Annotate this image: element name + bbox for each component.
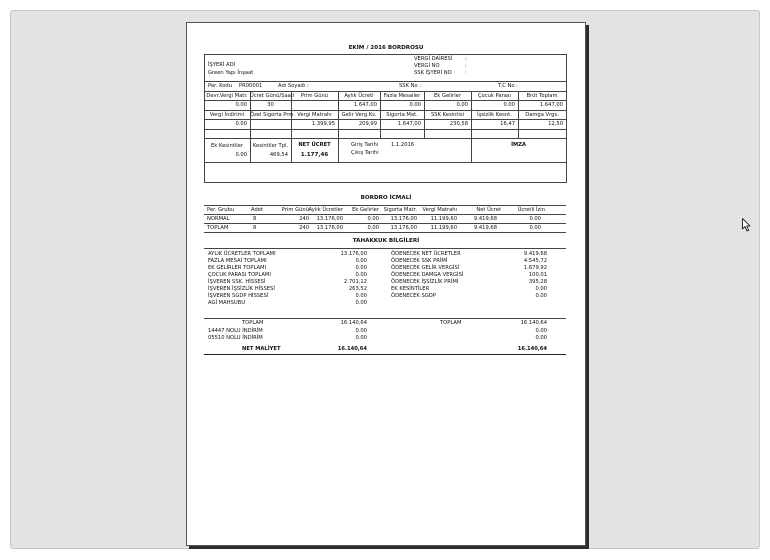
- tahakkuk-left-label: İŞVEREN SSK. HİSSESİ: [208, 279, 266, 285]
- tahakkuk-right-label: ÖDENECEK GELİR VERGİSİ: [391, 265, 460, 271]
- row1-header: Ücret Günü/Saati: [250, 93, 295, 99]
- row2-value: 0.00: [235, 121, 247, 127]
- icmal-cell: 11.199,60: [430, 216, 457, 222]
- icmal-header: Sigorta Matr.: [383, 207, 417, 213]
- row1-header: Prim Günü: [300, 93, 329, 99]
- icmal-cell: TOPLAM: [207, 225, 229, 231]
- tax-no-label: VERGİ NO: [414, 63, 440, 69]
- row2-header: Sigorta Mat.: [386, 112, 418, 118]
- icmal-cell: 13.176,00: [390, 216, 417, 222]
- tahakkuk-left-label: EK GELİRLER TOPLAMI: [208, 265, 267, 271]
- tahakkuk-left-label: AYLIK ÜCRETLER TOPLAMI: [208, 251, 276, 257]
- icmal-title: BORDRO İCMALİ: [360, 195, 412, 201]
- row2-value: 1.399,95: [311, 121, 335, 127]
- tahakkuk-right-label: EK KESİNTİLER: [391, 286, 430, 292]
- row2-header: Gelir Verg.Ks.: [341, 112, 377, 118]
- row2-value: 230,58: [449, 121, 468, 127]
- row1-header: Fazla Mesailer: [383, 93, 421, 99]
- net-maliyet-left: 16.140,64: [337, 346, 367, 352]
- tahakkuk-right-value: 9.419,68: [523, 251, 547, 257]
- indirim-05510-right: 0.00: [535, 335, 547, 341]
- person-name-label: Adı Soyadı :: [278, 83, 309, 89]
- icmal-cell: NORMAL: [207, 216, 230, 222]
- tahakkuk-left-value: 2.701,12: [343, 279, 367, 285]
- indirim-14447-right: 0.00: [535, 328, 547, 334]
- icmal-cell: 0.00: [529, 225, 541, 231]
- tahakkuk-right-value: 4.545,72: [523, 258, 547, 264]
- imza-label: İMZA: [511, 142, 526, 148]
- page-title: EKİM / 2016 BORDROSU: [348, 45, 424, 51]
- row1-value: 1.647,00: [539, 102, 563, 108]
- row1-value: 0.00: [235, 102, 247, 108]
- row2-header: Özel Sigorta Prm.: [250, 112, 296, 118]
- employer-label: İŞYERİ ADI: [208, 62, 236, 68]
- indirim-05510-value: 0.00: [355, 335, 367, 341]
- tahakkuk-right-label: ÖDENECEK DAMGA VERGİSİ: [391, 272, 464, 278]
- tahakkuk-left-value: 0.00: [355, 300, 367, 306]
- icmal-header: Ek Gelirler: [352, 207, 379, 213]
- toplam-right-value: 16.140,64: [520, 320, 547, 326]
- toplam-left-label: TOPLAM: [242, 320, 264, 326]
- icmal-header: Adet: [251, 207, 263, 213]
- net-maliyet-label: NET MALİYET: [242, 346, 281, 352]
- tahakkuk-left-label: AGİ MAHSUBU: [208, 300, 246, 306]
- icmal-cell: 9.419,68: [473, 225, 497, 231]
- toplam-right-label: TOPLAM: [440, 320, 462, 326]
- tahakkuk-right-label: ÖDENECEK NET ÜCRETLER: [391, 251, 461, 257]
- tahakkuk-right-value: 1.679,92: [523, 265, 547, 271]
- tahakkuk-left-value: 0.00: [355, 265, 367, 271]
- ssk-label: SSK No :: [399, 83, 422, 89]
- row2-header: SSK Kesintisi: [430, 112, 465, 118]
- row2-value: 1.647,00: [397, 121, 421, 127]
- payroll-page: [186, 22, 586, 546]
- icmal-header: Net Ücret: [476, 207, 501, 213]
- row1-header: Çocuk Parası: [477, 93, 512, 99]
- tahakkuk-left-value: 0.00: [355, 293, 367, 299]
- icmal-header: Aylık Ücretler: [308, 207, 343, 213]
- employer-name: Green Yapı İnşaat: [208, 70, 254, 76]
- tahakkuk-right-label: ÖDENECEK SGDP: [391, 293, 436, 299]
- indirim-14447-value: 0.00: [355, 328, 367, 334]
- net-label: NET ÜCRET: [298, 142, 331, 148]
- row1-header: Ek Gelirler: [434, 93, 461, 99]
- icmal-header: Vergi Matrahı: [422, 207, 457, 213]
- ek-kesintiler-label: Ek Kesintiler: [211, 143, 243, 149]
- colon-3: :: [465, 70, 467, 76]
- giris-value: 1.1.2016: [391, 142, 415, 148]
- row1-header: Devr.Vergi Matr.: [206, 93, 248, 99]
- icmal-cell: 240: [299, 216, 309, 222]
- icmal-cell: 8: [253, 216, 257, 222]
- colon-1: :: [465, 56, 467, 62]
- tahakkuk-left-label: ÇOCUK PARASI TOPLAMI: [208, 272, 271, 278]
- icmal-cell: 240: [299, 225, 309, 231]
- person-code: PR00001: [239, 83, 263, 89]
- tahakkuk-left-label: FAZLA MESAİ TOPLAMI: [208, 258, 267, 264]
- row2-value: 209,99: [358, 121, 377, 127]
- net-maliyet-right: 16.140,64: [517, 346, 547, 352]
- net-value: 1.177,46: [300, 152, 329, 158]
- kesintiler-label: Kesintiler Tpl.: [252, 143, 289, 149]
- tahakkuk-right-label: ÖDENECEK SSK PRİMİ: [391, 258, 448, 264]
- icmal-cell: 0.00: [367, 225, 379, 231]
- row1-header: Aylık Ücreti: [344, 93, 374, 99]
- icmal-cell: 0.00: [367, 216, 379, 222]
- tahakkuk-left-value: 263,52: [348, 286, 367, 292]
- colon-2: :: [465, 63, 467, 69]
- row2-value: 16,47: [500, 121, 515, 127]
- icmal-cell: 13.176,00: [316, 225, 343, 231]
- tahakkuk-right-value: 0.00: [535, 293, 547, 299]
- tahakkuk-left-label: İŞVEREN İŞSİZLİK HİSSESİ: [208, 286, 275, 292]
- giris-label: Giriş Tarihi: [351, 142, 379, 148]
- icmal-cell: 9.419,68: [473, 216, 497, 222]
- row2-header: Vergi İndirimi: [209, 112, 245, 118]
- icmal-cell: 13.176,00: [390, 225, 417, 231]
- kesintiler-value: 469,54: [269, 152, 288, 158]
- tahakkuk-left-label: İŞVEREN SGDP HİSSESİ: [208, 293, 269, 299]
- indirim-14447-label: 14447 NOLU İNDİRİM: [208, 328, 263, 334]
- ssk-no-label: SSK İŞYERİ NO: [414, 70, 452, 76]
- tahakkuk-right-label: ÖDENECEK İŞSİZLİK PRİMİ: [391, 279, 459, 285]
- icmal-header: Ücretli İzin: [517, 207, 545, 213]
- person-code-label: Per. Kodu: [208, 83, 232, 89]
- tahakkuk-right-value: 395,28: [528, 279, 547, 285]
- tahakkuk-right-value: 0.00: [535, 286, 547, 292]
- tc-label: T.C No :: [498, 83, 518, 89]
- cikis-label: Çıkış Tarihi: [351, 150, 379, 156]
- row2-value: 12,50: [548, 121, 563, 127]
- row2-header: Vergi Matrahı: [297, 112, 332, 118]
- icmal-cell: 13.176,00: [316, 216, 343, 222]
- icmal-header: Prim Günü: [281, 207, 309, 213]
- tahakkuk-left-value: 13.176,00: [340, 251, 367, 257]
- tahakkuk-left-value: 0.00: [355, 258, 367, 264]
- indirim-05510-label: 05510 NOLU İNDİRİM: [208, 335, 263, 341]
- row1-value: 0.00: [409, 102, 421, 108]
- tahakkuk-left-value: 0.00: [355, 272, 367, 278]
- row2-header: İşsizlik Kesnt.: [477, 112, 512, 118]
- tahakkuk-title: TAHAKKUK BİLGİLERİ: [352, 238, 420, 244]
- icmal-cell: 11.199,60: [430, 225, 457, 231]
- row1-header: Brüt Toplam: [526, 93, 558, 99]
- row1-value: 30: [267, 102, 274, 108]
- row1-value: 0.00: [456, 102, 468, 108]
- toplam-left-value: 16.140,64: [340, 320, 367, 326]
- icmal-cell: 8: [253, 225, 257, 231]
- tax-office-label: VERGİ DAİRESİ: [414, 56, 453, 62]
- row2-header: Damga Vrgs.: [525, 112, 559, 118]
- icmal-cell: 0.00: [529, 216, 541, 222]
- row1-value: 1.647,00: [353, 102, 377, 108]
- row1-value: 0.00: [503, 102, 515, 108]
- mouse-cursor-icon: [742, 218, 751, 232]
- tahakkuk-right-value: 100,01: [528, 272, 547, 278]
- icmal-header: Per. Grubu: [207, 207, 235, 213]
- ek-kesintiler-value: 0.00: [235, 152, 247, 158]
